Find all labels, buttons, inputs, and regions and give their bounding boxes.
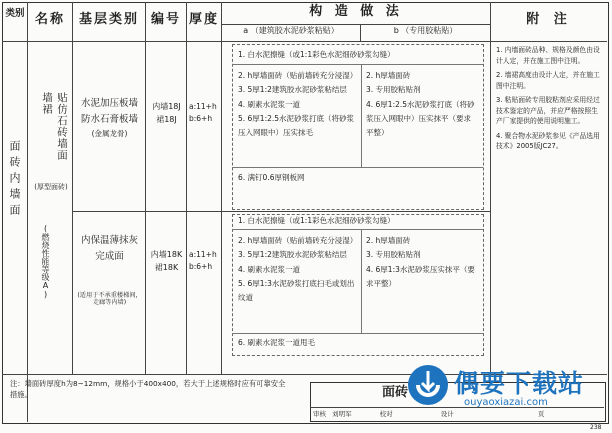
row2-step6: 6. 刷素水泥浆一道甩毛 — [238, 338, 316, 347]
name-subtitle: (厚型面砖) — [34, 183, 68, 191]
header-name: 名称 — [34, 12, 65, 27]
title-block-labels: 审核 刘明军 校对 设计 页 — [313, 410, 545, 418]
row1-step6: 6. 满钉0.6厚钢板网 — [238, 173, 305, 182]
row2-base-note: (适用于不承重楼梯间，走廊等内墙) — [77, 292, 142, 307]
header-base: 基层类别 — [78, 12, 139, 27]
watermark-text: 偶要下载站 — [454, 369, 585, 398]
header-code: 编号 — [150, 12, 181, 27]
row1-base: 水泥加压板墙 防水石膏板墙 (金属龙骨) — [80, 98, 138, 139]
title-text: 面砖 — [381, 385, 408, 400]
row2-thickness: a:11+h b:6+h — [189, 250, 217, 271]
category-label: 面砖内墙面 — [8, 140, 21, 220]
header-notes: 附 注 — [526, 12, 572, 27]
watermark-logo — [404, 361, 604, 413]
row2-steps-a: 2. h厚墙面砖（贴前墙砖充分浸湿） 3. 5厚1:2建筑胶水泥砂浆粘结层 4. 刷素水泥浆一道 5. 6厚1:3水泥砂浆打底扫毛或划出纹道 — [238, 236, 358, 302]
header-method-b: b （专用胶粘贴） — [393, 26, 458, 35]
row1-code: 内墙18J 裙18J — [152, 102, 181, 124]
header-thickness: 厚度 — [188, 12, 219, 27]
row1-step1: 1. 白水泥擦缝（或1:1彩色水泥细砂砂浆勾缝） — [238, 50, 395, 59]
row2-base: 内保温薄抹灰 完成面 — [80, 235, 138, 263]
header-class: 类别 — [5, 8, 25, 19]
page-number: 238 — [590, 424, 602, 431]
watermark-url: ouyaoxiazai.com — [464, 397, 548, 408]
notes-list: 1. 内墙面砖品种、规格及颜色由设计人定，并在施工图中注明。 2. 墙裙高度由设计人定，并在施工图中注明。 3. 粘贴面砖专用胶粘剂应采用经过技术鉴定的产品，并应严格按照生产厂家提供的使用说明施工。 4. 聚合物水泥砂浆参见《产品选用技术》2005版JC27。 — [496, 46, 600, 151]
row2-code: 内墙18K 裙18K — [150, 250, 183, 272]
row2-step1: 1. 白水泥擦缝（或1:1彩色水泥细砂砂浆勾缝） — [238, 216, 395, 225]
header-method: 构 造 做 法 — [309, 4, 403, 19]
row1-steps-b: 2. h厚墙面砖 3. 专用胶粘贴剂 4. 6厚1:2.5水泥砂浆打底（将砂浆压入网眼中）压实抹平（要求平整） — [366, 71, 475, 137]
header-method-a: a （建筑胶水泥砂浆粘贴） — [243, 26, 339, 35]
footnote: 注：墙面砖厚度h为8~12mm，规格小于400x400，若大于上述规格时应有可靠安全措施。 — [10, 379, 286, 400]
name-label: 贴仿石砖墙面 墙裙 — [41, 92, 68, 161]
row2-steps-b: 2. h厚墙面砖 3. 专用胶粘贴剂 4. 6厚1:3水泥砂浆压实抹平（要求平整） — [366, 236, 475, 288]
row1-thickness: a:11+h b:6+h — [189, 102, 217, 123]
fire-rating: (燃烧性能等级A) — [41, 224, 50, 299]
row1-steps-a: 2. h厚墙面砖（贴前墙砖充分浸湿） 3. 5厚1:2建筑胶水泥砂浆粘结层 4. 刷素水泥浆一道 5. 6厚1:2.5水泥砂浆打底（将砂浆压入网眼中）压实抹毛 — [238, 71, 358, 137]
